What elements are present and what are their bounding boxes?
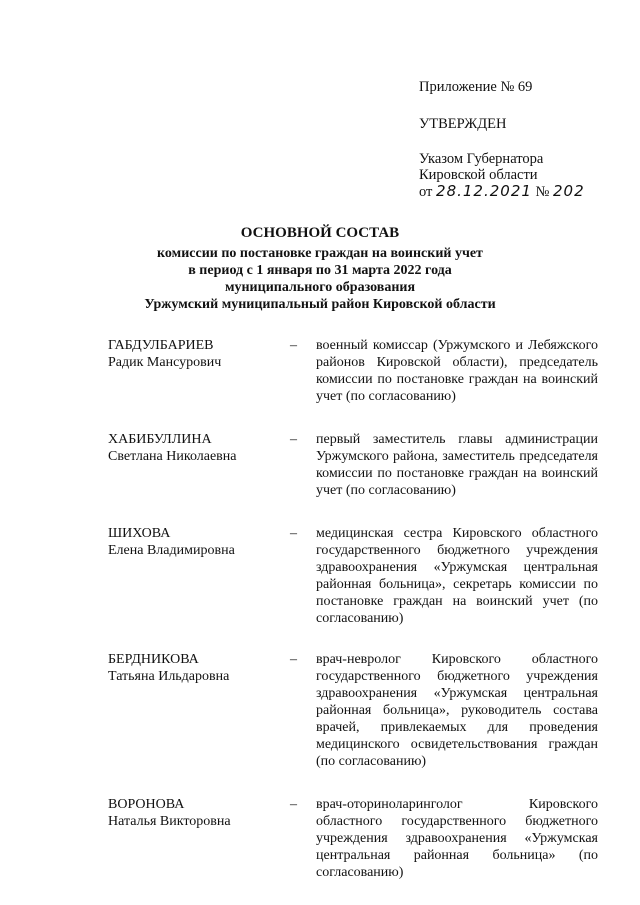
member-role: военный комиссар (Уржумского и Лебяжского районов Кировской области), председатель комиссии по постановке граждан на воинский учет (по согласованию) [316,338,598,404]
member-given-name: Наталья Викторовна [108,814,231,829]
document-title: ОСНОВНОЙ СОСТАВ [240,225,400,241]
member-dash: – [290,797,297,812]
heading-line-1: комиссии по постановке граждан на воинский учет [157,246,483,261]
handwritten-date: 28.12.2021 [436,182,532,200]
member-dash: – [290,432,297,447]
handwritten-number: 202 [553,182,585,200]
decree-date-line [419,183,619,200]
approval-block [419,79,619,200]
members-list [108,337,598,881]
member-given-name: Елена Владимировна [108,543,235,558]
member-surname: ВОРОНОВА [108,797,185,812]
member-role: врач-оториноларинголог Кировского областного государственного бюджетного учреждения здравоохранения «Уржумская центральная районная больница» (по согласованию) [316,797,598,880]
member-surname: БЕРДНИКОВА [108,652,199,667]
member-role: первый заместитель главы администрации Уржумского района, заместитель председателя комиссии по постановке граждан на воинский учет (по согласованию) [316,432,598,498]
member-dash: – [290,338,297,353]
member-row [108,337,598,405]
member-surname: ШИХОВА [108,526,171,541]
heading-line-2: в период с 1 января по 31 марта 2022 года [188,263,452,278]
number-label: № [535,184,550,200]
member-given-name: Радик Мансурович [108,355,222,370]
member-role: врач-невролог Кировского областного государственного бюджетного учреждения здравоохранения «Уржумская центральная районная больница», руководитель состава врачей, привлекаемых для проведения медицинского освидетельствования граждан (по согласованию) [316,652,598,769]
appendix-number: Приложение № 69 [419,79,533,95]
member-name [108,796,290,881]
heading-line-4: Уржумский муниципальный район Кировской области [144,297,496,312]
decree-line-1: Указом Губернатора [419,151,544,167]
member-name [108,337,290,405]
from-label: от [419,184,433,200]
member-given-name: Татьяна Ильдаровна [108,669,230,684]
member-name [108,651,290,770]
member-role: медицинская сестра Кировского областного государственного бюджетного учреждения здравоохранения «Уржумская центральная районная больница», секретарь комиссии по постановке граждан на воинский учет (по согласованию) [316,526,598,626]
member-row [108,525,598,627]
member-row [108,651,598,770]
member-surname: ГАБДУЛБАРИЕВ [108,338,214,353]
decree-line-2: Кировской области [419,167,538,183]
document-heading [100,225,540,313]
member-name [108,431,290,499]
member-name [108,525,290,627]
member-row [108,796,598,881]
member-surname: ХАБИБУЛЛИНА [108,432,212,447]
heading-line-3: муниципального образования [224,280,416,295]
member-dash: – [290,526,297,541]
member-row [108,431,598,499]
member-dash: – [290,652,297,667]
approved-label: УТВЕРЖДЕН [419,116,507,132]
member-given-name: Светлана Николаевна [108,449,237,464]
